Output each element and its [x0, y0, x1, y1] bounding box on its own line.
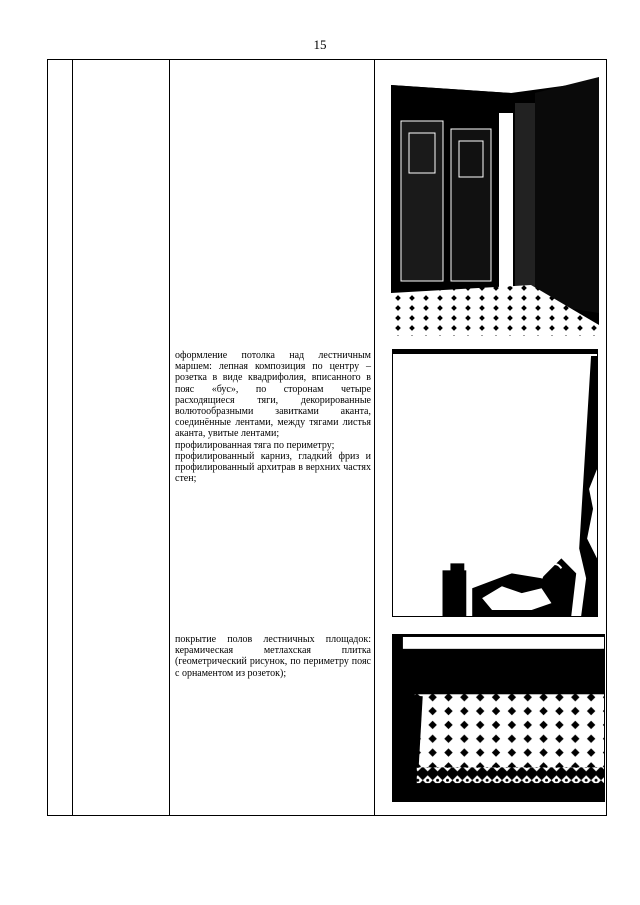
description-paragraph: покрытие полов лестничных площадок: керамическая метлахская плитка (геометрический рисунок, по периметру пояс с орнаментом из розеток); — [175, 634, 371, 679]
stairwell-doors-photo — [391, 63, 599, 336]
page-number: 15 — [313, 37, 327, 52]
tiled-floor-photo — [392, 634, 605, 802]
description-paragraph: оформление потолка над лестничным маршем: лепная композиция по центру – розетка в виде квадрифолия, вписанного в пояс «бус», по сторонам четыре расходящиеся тяги, декорированные волютообразными завитками аканта, соединённые лентами, между тягами листья аканта, увитые лентами; — [175, 350, 371, 440]
description-paragraph: профилированный карниз, гладкий фриз и профилированный архитрав в верхних частях стен; — [175, 450, 371, 485]
floor-description — [175, 634, 371, 679]
ceiling-stucco-photo — [392, 349, 598, 617]
description-paragraph: профилированная тяга по периметру; — [175, 439, 335, 451]
column-divider — [169, 60, 170, 815]
column-divider — [72, 60, 73, 815]
ceiling-description — [175, 350, 371, 484]
column-divider — [374, 60, 375, 815]
document-table — [47, 59, 607, 816]
